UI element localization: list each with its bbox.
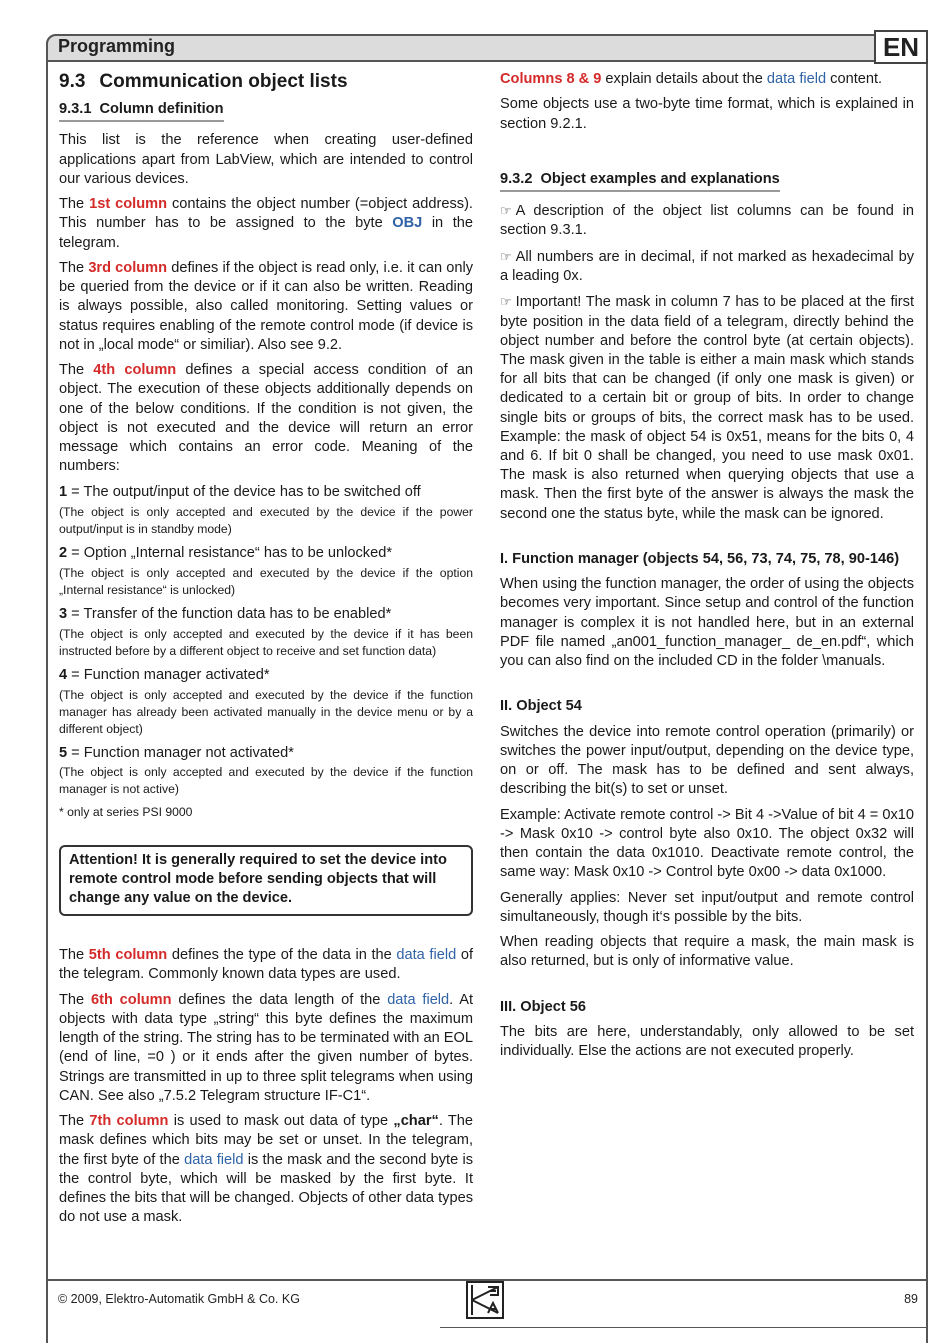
column4-highlight: 4th column — [93, 362, 177, 379]
data-field-ref: data field — [387, 991, 450, 1008]
condition-5-note: (The object is only accepted and executed by the device if the function manager is not active) — [59, 764, 473, 796]
object54-paragraph-1: Switches the device into remote control operation (primarily) or switches the power input/output, depending on the device type, on or off. The mask has to be defined and sent always, describing the bit(s) to set or unset. — [500, 723, 914, 798]
pointing-hand-icon: ☞ — [500, 294, 512, 310]
function-manager-heading: I. Function manager (objects 54, 56, 73, 74, 75, 78, 90-146) — [500, 551, 900, 567]
column1-highlight: 1st column — [89, 196, 168, 213]
time-format-paragraph: Some objects use a two-byte time format, which is explained in section 9.2.1. — [500, 96, 914, 132]
bullet-2: ☞ All numbers are in decimal, if not marked as hexadecimal by a leading 0x. — [500, 248, 914, 284]
condition-5: 5 = Function manager not activated* — [59, 745, 294, 762]
condition-2-note: (The object is only accepted and executed by the device if the option „Internal resistance“ is unlocked) — [59, 566, 473, 598]
bullet-1: ☞ A description of the object list columns can be found in section 9.3.1. — [500, 203, 914, 239]
column1-paragraph: The 1st column contains the object number (=object address). This number has to be assigned to the byte OBJ in the telegram. — [59, 196, 473, 251]
column3-highlight: 3rd column — [88, 260, 168, 276]
condition-3: 3 = Transfer of the function data has to be enabled* — [59, 606, 392, 623]
attention-box: Attention! It is generally required to set the device into remote control mode before sending objects that will change any value on the device. — [59, 845, 473, 917]
column5-highlight: 5th column — [88, 947, 168, 964]
column6-highlight: 6th column — [90, 991, 172, 1008]
subsection-title: Object examples and explanations — [540, 170, 780, 187]
condition-3-note: (The object is only accepted and executed by the device if it has been instructed before by a different object to receive and set function data) — [59, 627, 473, 659]
condition-2: 2 = Option „Internal resistance“ has to be unlocked* — [59, 544, 393, 561]
obj-highlight: OBJ — [392, 215, 423, 232]
subsection-heading — [59, 100, 224, 122]
condition-4-note: (The object is only accepted and executed by the device if the function manager has already been activated manually in the device menu or by a different object) — [59, 688, 473, 737]
column7-paragraph: The 7th column is used to mask out data of type „char“. The mask defines which bits may be set or unset. In the telegram, the first byte of the data field is the mask and the second byte is the control byte, which will be masked by the first byte. It defines the bits that will be changed. Objects of other data types do not use a mask. — [59, 1113, 474, 1226]
object54-paragraph-3: Generally applies: Never set input/output and remote control simultaneously, though it‘s possible by the bits. — [500, 889, 914, 925]
bullet-3: ☞ Important! The mask in column 7 has to be placed at the first byte position in the data field of a telegram, directly behind the object number and before the control byte (at certain objects). The mask given in the table is either a main mask which stands for all bits that can be changed (if only one mask is given) or dedicated to a certain bit or group of bits. In order to change single bits or groups of bits, the correct mask has to be used. Example: the mask of object 54 is 0x51, means for the bits 0, 4 and 6. If bit 0 shall be changed, you need to use mask 0x01. The mask is also returned when querying objects that use a mask. Then the first byte of the answer is always the mask the second one the status byte, while the mask can be ignored. — [500, 294, 914, 522]
section-heading — [59, 72, 473, 91]
object54-paragraph-4: When reading objects that require a mask, the main mask is also returned, but is only of informative value. — [500, 934, 914, 970]
condition-1-note: (The object is only accepted and executed by the device if the power output/input is in standby mode) — [59, 504, 473, 536]
ea-logo-icon — [466, 1281, 504, 1319]
right-column — [500, 70, 914, 1068]
columns89-highlight: Columns 8 & 9 — [500, 71, 602, 87]
column6-paragraph: The 6th column defines the data length of the data field. At objects with data type „string“ this byte defines the maximum length of the string. The string has to be terminated with an EOL (end of line, =0 ) or it ends after the given number of bytes. Strings are transmitted in up to three split telegrams when using CAN. See also „7.5.2 Telegram structure IF-C1“. — [59, 991, 474, 1104]
object54-heading: II. Object 54 — [500, 698, 582, 715]
language-badge: EN — [874, 30, 928, 64]
subsection-title: Column definition — [99, 101, 224, 118]
column3-paragraph: The 3rd column defines if the object is read only, i.e. it can only be queried from the device or if it can also be written. Reading is always possible, also called monitoring. Setting values or status requires enabling of the remote control mode (if device is not in „local mode“ or similiar). Also see 9.2. — [59, 260, 473, 353]
object54-paragraph-2: Example: Activate remote control -> Bit 4 ->Value of bit 4 = 0x10 -> Mask 0x10 -> control byte also 0x10. The object 0x32 will then contain the data 0x1010. Deactivate remote control, the same way: Mask 0x10 -> Control byte 0x00 -> data 0x1000. — [500, 806, 914, 881]
subsection-number: 9.3.1 — [59, 101, 92, 118]
page-number: 89 — [904, 1292, 918, 1306]
intro-paragraph: This list is the reference when creating user-defined applications apart from LabView, which are intended to control our various devices. — [59, 132, 473, 187]
section-title: Communication object lists — [99, 71, 348, 92]
column5-paragraph: The 5th column defines the type of the data in the data field of the telegram. Commonly known data types are used. — [59, 947, 473, 983]
footer-divider — [440, 1327, 928, 1328]
column7-highlight: 7th column — [89, 1113, 169, 1130]
pointing-hand-icon: ☞ — [500, 203, 512, 219]
condition-1: 1 = The output/input of the device has to be switched off — [59, 483, 421, 500]
object56-paragraph: The bits are here, understandably, only allowed to be set individually. Else the actions are not executed properly. — [500, 1024, 914, 1060]
column4-paragraph: The 4th column defines a special access condition of an object. The execution of these objects additionally depends on one of the below conditions. If the condition is not given, the object is not executed and the device will return an error message which contains an error code. Meaning of the numbers: — [59, 362, 474, 475]
function-manager-paragraph: When using the function manager, the order of using the objects becomes very important. Since setup and control of the function manager is complex it is not handled here, but in an external PDF file named „an001_function_manager_ de_en.pdf“, which you can also find on the included CD in the folder \manuals. — [500, 576, 914, 670]
data-field-ref: data field — [184, 1151, 244, 1168]
data-field-ref: data field — [766, 71, 827, 87]
header-bar — [46, 34, 928, 62]
header-title: Programming — [58, 36, 176, 56]
columns89-paragraph: Columns 8 & 9 explain details about the data field content. — [500, 71, 883, 87]
condition-4: 4 = Function manager activated* — [59, 667, 270, 684]
subsection-number: 9.3.2 — [500, 170, 533, 187]
data-field-ref: data field — [396, 947, 457, 964]
pointing-hand-icon: ☞ — [500, 248, 512, 264]
copyright: © 2009, Elektro-Automatik GmbH & Co. KG — [58, 1292, 300, 1306]
subsection-heading-2 — [500, 170, 780, 192]
section-number: 9.3 — [59, 71, 86, 92]
object56-heading: III. Object 56 — [500, 998, 586, 1015]
footnote: * only at series PSI 9000 — [59, 804, 193, 819]
left-column — [59, 70, 473, 1234]
